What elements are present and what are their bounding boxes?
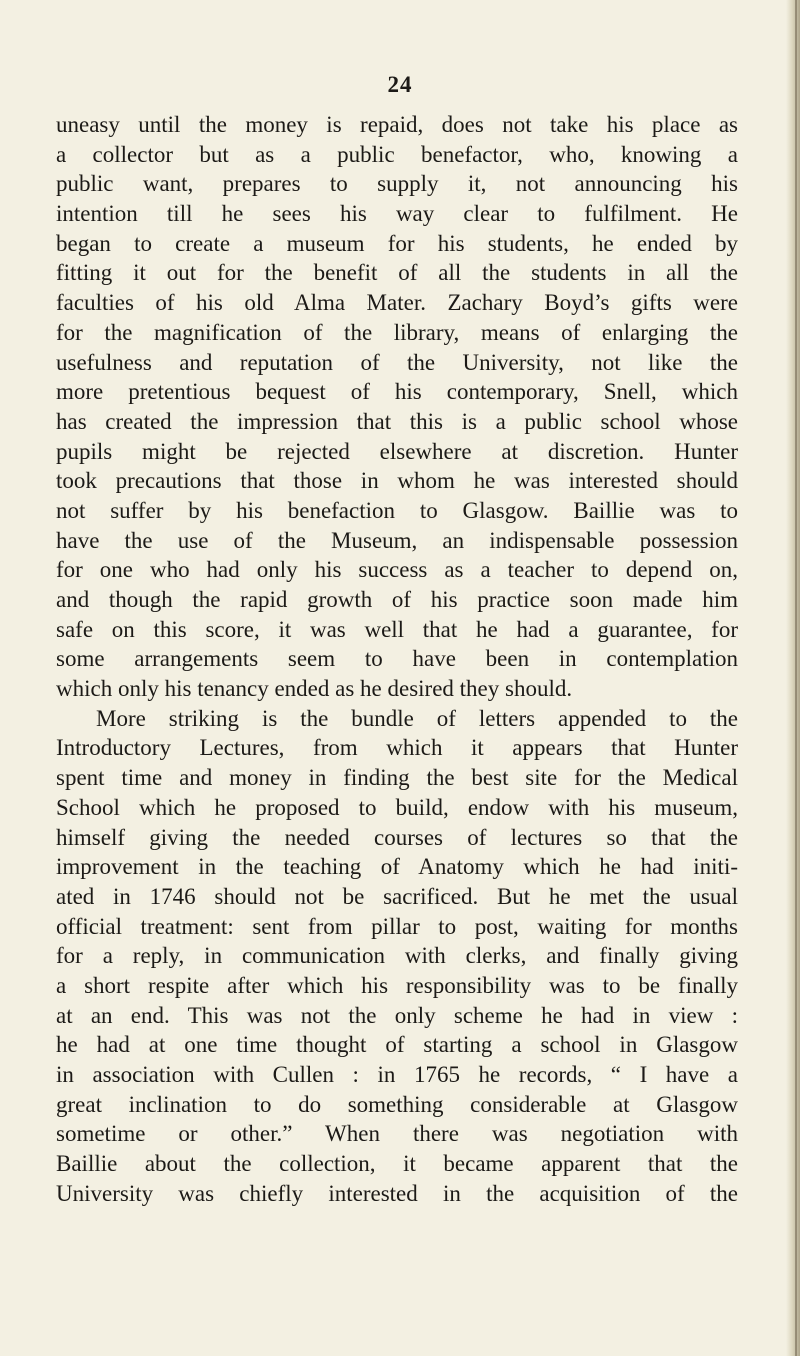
- text-line: More striking is the bundle of letters appended to the: [96, 705, 738, 731]
- text-line: and though the rapid growth of his practice soon made him: [56, 587, 738, 612]
- page-edge-line: [795, 0, 797, 1356]
- text-line: for one who had only his success as a teacher to depend on,: [56, 557, 738, 583]
- text-line: some arrangements seem to have been in contemplation: [56, 646, 738, 672]
- text-line: spent time and money in finding the best site for the Medical: [56, 765, 738, 791]
- text-line: a collector but as a public benefactor, who, knowing a: [56, 141, 738, 167]
- text-line: sometime or other.” When there was negotiation with: [56, 1121, 738, 1147]
- text-line: improvement in the teaching of Anatomy which he had initi-: [56, 854, 738, 880]
- text-line: public want, prepares to supply it, not announcing his: [56, 171, 738, 197]
- text-line: faculties of his old Alma Mater. Zachary Boyd’s gifts were: [56, 290, 738, 316]
- text-line: has created the impression that this is a public school whose: [56, 408, 738, 434]
- text-line: which only his tenancy ended as he desired they should.: [56, 676, 573, 702]
- text-line: ated in 1746 should not be sacrificed. But he met the usual: [56, 883, 738, 909]
- page-number: 24: [387, 72, 413, 97]
- text-line: Baillie about the collection, it became apparent that the: [56, 1151, 738, 1177]
- text-line: safe on this score, it was well that he had a guarantee, for: [56, 616, 738, 642]
- text-line: have the use of the Museum, an indispensable possession: [56, 527, 738, 553]
- text-line: in association with Cullen : in 1765 he records, “ I have a: [56, 1062, 738, 1087]
- text-line: he had at one time thought of starting a school in Glasgow: [56, 1032, 738, 1058]
- text-line: University was chiefly interested in the acquisition of the: [56, 1180, 738, 1206]
- text-line: School which he proposed to build, endow with his museum,: [56, 794, 738, 820]
- text-line: fitting it out for the benefit of all the students in all the: [56, 260, 738, 286]
- text-line: Introductory Lectures, from which it appears that Hunter: [56, 735, 738, 761]
- text-line: took precautions that those in whom he was interested should: [56, 468, 738, 494]
- paragraph-2: [56, 704, 738, 1209]
- text-line: more pretentious bequest of his contemporary, Snell, which: [56, 379, 738, 405]
- text-line: for the magnification of the library, means of enlarging the: [56, 319, 738, 345]
- text-line: pupils might be rejected elsewhere at discretion. Hunter: [56, 438, 738, 464]
- text-line: not suffer by his benefaction to Glasgow. Baillie was to: [56, 497, 738, 523]
- paragraph-1: [56, 110, 738, 704]
- text-line: official treatment: sent from pillar to post, waiting for months: [56, 913, 738, 939]
- text-line: uneasy until the money is repaid, does not take his place as: [56, 112, 738, 137]
- text-line: himself giving the needed courses of lectures so that the: [56, 824, 738, 850]
- text-line: a short respite after which his responsibility was to be finally: [56, 972, 738, 998]
- text-line: intention till he sees his way clear to fulfilment. He: [56, 201, 738, 227]
- body-text: [56, 110, 738, 1208]
- text-line: for a reply, in communication with clerks, and finally giving: [56, 943, 738, 969]
- page-edge-shadow: [786, 0, 800, 1356]
- text-line: began to create a museum for his students, he ended by: [56, 230, 738, 256]
- text-line: at an end. This was not the only scheme he had in view :: [56, 1002, 738, 1028]
- text-line: usefulness and reputation of the University, not like the: [56, 349, 738, 375]
- text-line: great inclination to do something considerable at Glasgow: [56, 1091, 738, 1117]
